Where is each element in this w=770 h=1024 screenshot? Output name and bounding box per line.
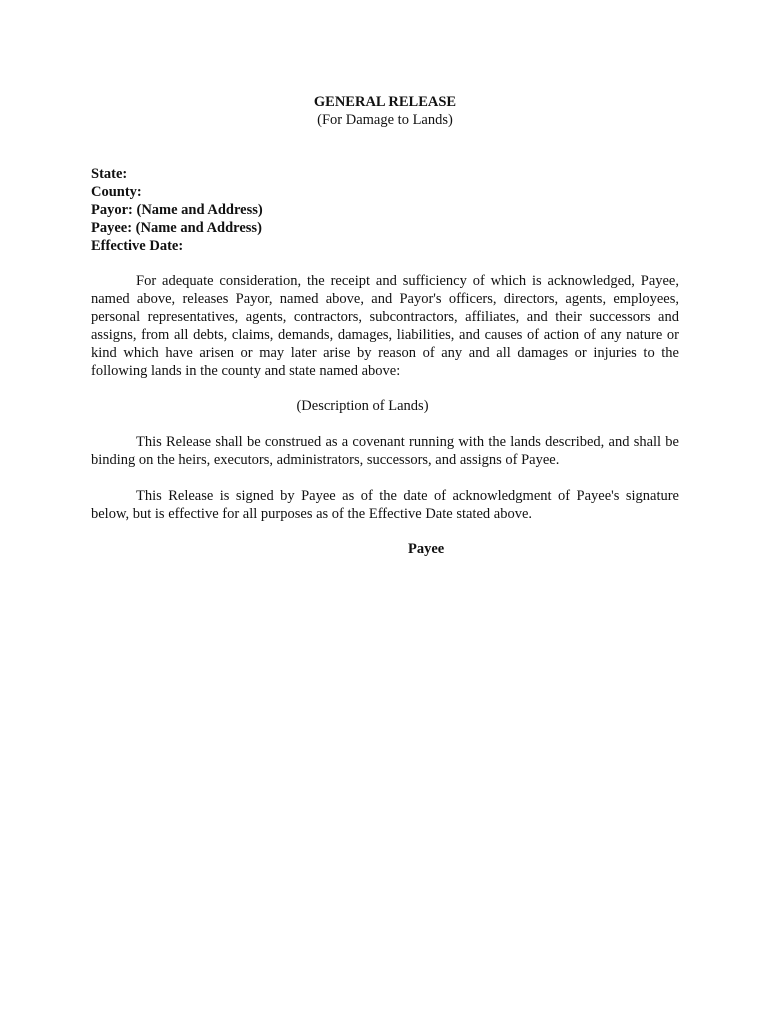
field-effective-date: Effective Date: xyxy=(91,238,184,254)
payee-signature-label: Payee xyxy=(408,541,445,557)
header-fields xyxy=(91,165,263,255)
release-paragraph: For adequate consideration, the receipt and sufficiency of which is acknowledged, Payee, named above, releases Payor, named above, and Payor's officers, directors, agents, employees, personal representatives, agents, contractors, subcontractors, affiliates, and their successors and assigns, from all debts, claims, demands, damages, liabilities, and causes of action of any nature or kind which have arisen or may later arise by reason of any and all damages or injuries to the following lands in the county and state named above: xyxy=(91,273,679,379)
signature-paragraph: This Release is signed by Payee as of the date of acknowledgment of Payee's signature below, but is effective for all purposes as of the Effective Date stated above. xyxy=(91,488,679,522)
field-county: County: xyxy=(91,184,142,200)
field-payee: Payee: (Name and Address) xyxy=(91,220,262,236)
field-state: State: xyxy=(91,166,128,182)
field-payor: Payor: (Name and Address) xyxy=(91,202,263,218)
document-subtitle: (For Damage to Lands) xyxy=(317,112,453,128)
covenant-paragraph: This Release shall be construed as a covenant running with the lands described, and shall be binding on the heirs, executors, administrators, successors, and assigns of Payee. xyxy=(91,434,679,468)
lands-description-placeholder: (Description of Lands) xyxy=(296,398,429,414)
document-title: GENERAL RELEASE xyxy=(313,94,457,110)
